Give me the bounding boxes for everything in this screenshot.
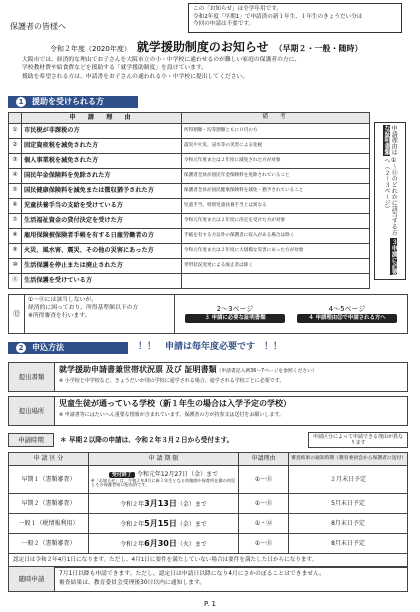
reason-12-text: ①～⑪には該当しないが、 経済的に困っており、所得基準額以下の方 ※所得審査を行います。 bbox=[25, 295, 175, 333]
requirement-reason: 市民税が非課税の方 bbox=[22, 124, 182, 139]
title-main: 就学援助制度のお知らせ bbox=[136, 40, 269, 54]
notice-line: この「お知らせ」は全学年用です。 bbox=[193, 6, 282, 12]
requirement-number: ⑨ bbox=[9, 244, 22, 259]
requirement-reason: 生活福祉資金の貸付決定を受けた方 bbox=[22, 214, 182, 229]
schedule-deadline: 令和２年5月15日（金）まで bbox=[89, 514, 239, 534]
schedule-category: 早期２（書類審査） bbox=[9, 494, 89, 514]
schedule-notify: ２月末日予定 bbox=[289, 466, 408, 494]
requirement-row bbox=[9, 214, 370, 229]
schedule-category: 早期１（書類審査） bbox=[9, 466, 89, 494]
requirement-row bbox=[9, 154, 370, 169]
intro-line: 学校教材費や給食費などを援助する「就学援助制度」を設けています。 bbox=[22, 65, 208, 72]
requirement-row bbox=[9, 244, 370, 259]
anytime-label: 随時申請 bbox=[9, 567, 55, 591]
requirement-remark: 令和元年度または２年度に大規模な災害にあった方が対象 bbox=[182, 244, 370, 259]
requirement-remark: 保護者全員が国民健康保険料を減免・猶予されていること bbox=[182, 184, 370, 199]
section2-number: 2 bbox=[16, 343, 26, 353]
schedule-row bbox=[9, 494, 408, 514]
requirement-remark: 保護者全員が国民年金保険料を免除されていること bbox=[182, 169, 370, 184]
requirement-number: ④ bbox=[9, 169, 22, 184]
requirement-reason: 火災、風水害、震災、その他の災害にあった方 bbox=[22, 244, 182, 259]
deadline-date: 5月15日 bbox=[144, 518, 177, 528]
requirement-remark bbox=[182, 274, 370, 289]
notice-line: 今回の申請は不要です。 bbox=[193, 21, 255, 28]
requirement-number: ⑥ bbox=[9, 199, 22, 214]
requirement-row bbox=[9, 124, 370, 139]
submit-docs-main: 就学援助申請書兼世帯状況票 及び 証明書類 bbox=[59, 365, 217, 374]
requirement-row bbox=[9, 169, 370, 184]
requirement-row bbox=[9, 184, 370, 199]
schedule-notify: 5月末日予定 bbox=[289, 494, 408, 514]
anytime-row bbox=[8, 566, 408, 592]
schedule-row bbox=[9, 466, 408, 494]
schedule-deadline: 令和２年3月13日（金）まで bbox=[89, 494, 239, 514]
deadline-date: 3月13日 bbox=[144, 498, 177, 508]
header-remark: 備 考 bbox=[182, 113, 370, 124]
period-callout: 申請区分によって申請できる理由が異なります bbox=[308, 432, 408, 448]
schedule-reason: ①～⑪ bbox=[239, 534, 289, 554]
schedule-reason: ①～⑪ bbox=[239, 466, 289, 494]
anytime-line: 審査結果は、教育委員会受理後30日以内に通知します。 bbox=[59, 579, 206, 586]
requirement-number: ① bbox=[9, 124, 22, 139]
schedule-category: 一般１（税情報利用） bbox=[9, 514, 89, 534]
section2-title: 申込方法 bbox=[32, 343, 64, 352]
requirement-reason: 国民健康保険料を減免または徴収猶予された方 bbox=[22, 184, 182, 199]
requirement-reason: 個人事業税を減免された方 bbox=[22, 154, 182, 169]
title-year: 令和２年度（2020年度） bbox=[50, 45, 131, 53]
deadline-date: 6月30日 bbox=[144, 538, 177, 548]
requirement-row bbox=[9, 259, 370, 274]
requirement-reason: 雇用保険被保険者手帳を有する日雇労働者の方 bbox=[22, 229, 182, 244]
schedule-table bbox=[8, 452, 408, 568]
notice-line: 令和2年度「早期1」で申請済の新１年生、１年生のきょうだい分は bbox=[193, 13, 363, 20]
requirement-number: ⑪ bbox=[9, 274, 22, 289]
section1-title: 援助を受けられる方 bbox=[32, 97, 104, 106]
guide-pages-4-5: 4～5ページ ４ 申請理由⑫で申請される方へ bbox=[297, 305, 397, 323]
sched-header: 申請理由 bbox=[239, 453, 289, 466]
section1-number: 1 bbox=[16, 97, 26, 107]
deadline-note: ※「お知らせ」は、令和２年4月に新１年生となる幼稚園や保育所在籍の幼児とその保護者宛に配布済です。 bbox=[91, 477, 236, 488]
schedule-row bbox=[9, 514, 408, 534]
submit-docs-row bbox=[8, 362, 408, 392]
requirement-number: ③ bbox=[9, 154, 22, 169]
requirement-remark: 児童手当、特別児童扶養手当とは異なる bbox=[182, 199, 370, 214]
page-number: P. 1 bbox=[203, 600, 217, 608]
requirements-table bbox=[8, 112, 370, 289]
side-guide-box bbox=[374, 122, 406, 280]
schedule-deadline: 受付終了 令和元年12月27日（金）まで ※「お知らせ」は、令和２年4月に新１年生となる幼稚園や保育所在籍の幼児とその保護者宛に配布済です。 bbox=[89, 466, 239, 494]
intro-line: 援助を希望される方は、申請書をお子さんの通われる小・中学校に提出してください。 bbox=[22, 73, 249, 80]
requirement-remark: 所得割額・均等割額ともに０円の方 bbox=[182, 124, 370, 139]
reason-12-row bbox=[8, 294, 408, 334]
requirement-number: ⑧ bbox=[9, 229, 22, 244]
submit-place-row bbox=[8, 396, 408, 426]
intro-text bbox=[22, 56, 402, 81]
requirement-row bbox=[9, 274, 370, 289]
guide-tag-docs: ３ 申請に必要な証明書類 bbox=[185, 314, 285, 323]
requirement-number: ② bbox=[9, 139, 22, 154]
period-text: ＊ 早期２以降の申請は、令和２年３月２日から受付ます。 bbox=[60, 435, 234, 444]
requirement-reason: 生活保護を停止または廃止された方 bbox=[22, 259, 182, 274]
schedule-category: 一般２（書類審査） bbox=[9, 534, 89, 554]
schedule-notify: 8月末日予定 bbox=[289, 514, 408, 534]
requirement-row bbox=[9, 199, 370, 214]
requirement-row bbox=[9, 229, 370, 244]
schedule-reason: ①～⑪ bbox=[239, 494, 289, 514]
requirement-reason: 固定資産税を減免された方 bbox=[22, 139, 182, 154]
period-label: 申請時期 bbox=[8, 433, 54, 447]
sched-header: 審査結果の通知時期（教育委員会から保護者に送付） bbox=[289, 453, 408, 466]
submit-docs-note: ※ 小学校と中学校など、きょうだいが別の学校に通学される場合、通学される学校ごとに必要です。 bbox=[59, 378, 285, 384]
guide-pages-2-3: 2～3ページ ３ 申請に必要な証明書類 bbox=[185, 305, 285, 323]
header-reason: 申 請 理 由 bbox=[22, 113, 182, 124]
schedule-row bbox=[9, 534, 408, 554]
submit-docs-label: 提出書類 bbox=[9, 363, 55, 391]
section2-header bbox=[8, 342, 128, 354]
submit-docs-main-note: （申請書記入例36～7ページを参照ください） bbox=[216, 369, 317, 374]
notice-box bbox=[188, 3, 402, 33]
anytime-line: 7月1日以降も申請できます。ただし、認定日は申請日以降になり4月にさかのぼることはできません。 bbox=[59, 571, 326, 577]
requirement-number: ⑤ bbox=[9, 184, 22, 199]
schedule-reason: ①・⑫ bbox=[239, 514, 289, 534]
intro-line: 大阪市では、経済的な理由でお子さんを大阪市立の小・中学校に通わせるのが難しい家庭の保護者の方に、 bbox=[22, 57, 301, 63]
schedule-notify: 8月末日予定 bbox=[289, 534, 408, 554]
requirement-remark: 令和元年度または２年度に決定を受けた方が対象 bbox=[182, 214, 370, 229]
requirement-reason: 児童扶養手当の支給を受けている方 bbox=[22, 199, 182, 214]
section1-header bbox=[8, 96, 138, 108]
section2-header-row bbox=[8, 342, 408, 354]
title-sub: （早期２・一般・随時） bbox=[274, 44, 363, 53]
requirement-remark: 令和元年度または２年度に減免された方が対象 bbox=[182, 154, 370, 169]
sched-note: 認定日は令和２年4月1日になります。ただし、4月1日に要件を満たしていない場合は要件を満たした日からになります。 bbox=[8, 554, 408, 568]
reason-12-number: ⑫ bbox=[9, 295, 25, 333]
sched-header: 申 請 区 分 bbox=[9, 453, 89, 466]
requirement-remark: 震災や火災、浸水等の災害による免税 bbox=[182, 139, 370, 154]
salutation: 保護者の皆様へ bbox=[10, 22, 66, 31]
period-row bbox=[8, 430, 408, 450]
side-guide-highlight: ３申請に必要な証明書類 bbox=[383, 125, 398, 275]
annual-notice: ！！ 申請は毎年度必要です ！！ bbox=[138, 342, 283, 353]
submit-place-main: 児童生徒が通っている学校（新１年生の場合は入学予定の学校） bbox=[59, 399, 291, 408]
requirement-remark: 世帯状況変更による廃止者は除く bbox=[182, 259, 370, 274]
requirement-reason: 生活保護を受けている方 bbox=[22, 274, 182, 289]
schedule-deadline: 令和２年6月30日（火）まで bbox=[89, 534, 239, 554]
requirement-number: ⑦ bbox=[9, 214, 22, 229]
side-guide-text: 申請理由は ①～⑪のどれかに該当する方 ３申請に必要な証明書類 へ（２～３ページ） bbox=[383, 125, 398, 275]
requirement-reason: 国民年金保険料を免除された方 bbox=[22, 169, 182, 184]
requirement-row bbox=[9, 139, 370, 154]
page-title bbox=[50, 40, 410, 55]
closed-badge: 受付終了 bbox=[109, 472, 135, 478]
requirement-number: ⑩ bbox=[9, 259, 22, 274]
guide-tag-reason12: ４ 申請理由⑫で申請される方へ bbox=[297, 314, 397, 323]
sched-header: 申 請 期 限 bbox=[89, 453, 239, 466]
submit-place-note: ※ 申請書等にはたいへん重要な情報が含まれています。保護者の方が持参又は送付をお願いします。 bbox=[59, 412, 284, 418]
submit-place-label: 提出場所 bbox=[9, 397, 55, 425]
requirement-remark: 手帳を有する方以外の保護者に収入がある場合は除く bbox=[182, 229, 370, 244]
